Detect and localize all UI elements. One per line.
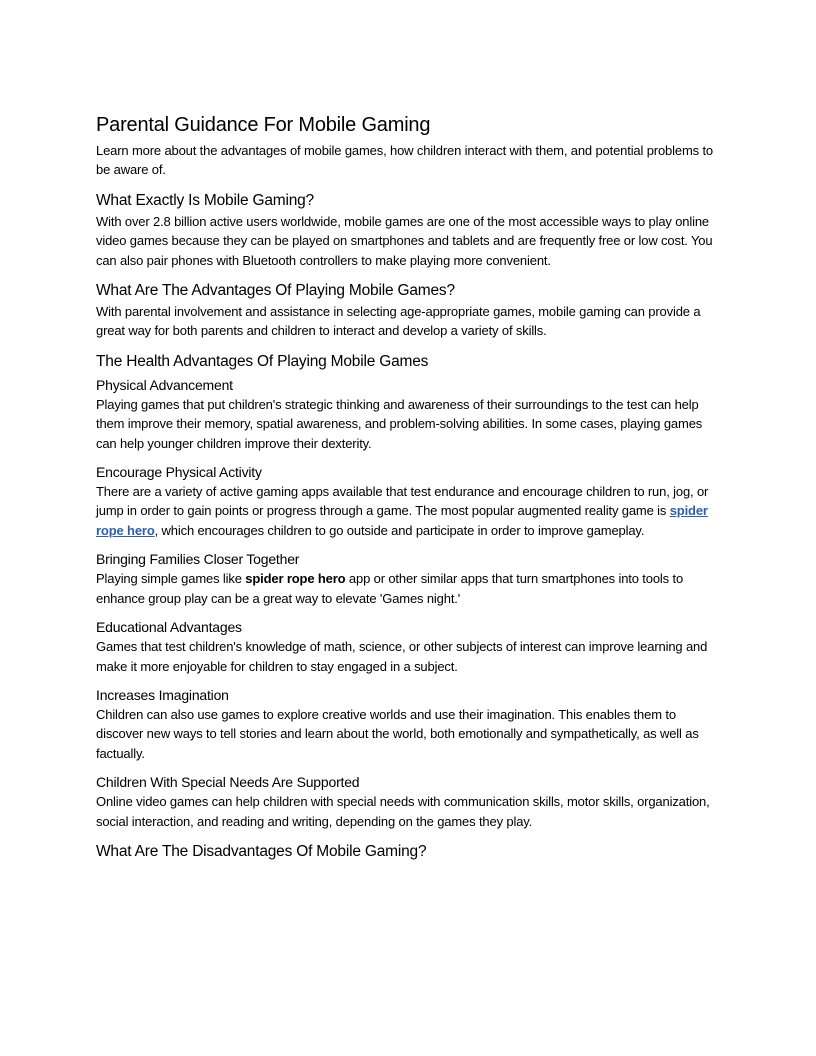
document-page (96, 112, 720, 863)
heading-educational-advantages: Educational Advantages (96, 619, 242, 636)
families-text-before: Playing simple games like (96, 571, 246, 587)
heading-families-closer: Bringing Families Closer Together (96, 551, 300, 568)
physical-activity-text-after: , which encourages children to go outside and participate in order to improve gameplay. (154, 522, 645, 538)
heading-health-advantages: The Health Advantages Of Playing Mobile Games (96, 352, 429, 370)
families-bold-app-name: spider rope hero (245, 571, 346, 587)
page-title: Parental Guidance For Mobile Gaming (96, 114, 431, 136)
physical-activity-text-before: There are a variety of active gaming apps available that test endurance and encourage children to run, jog, or jump in order to gain points or progress through a game. The most popular augmented reality game is (96, 484, 709, 519)
paragraph-educational-advantages: Games that test children's knowledge of math, science, or other subjects of interest can improve learning and make it more enjoyable for children to stay engaged in a subject. (96, 639, 708, 674)
heading-advantages: What Are The Advantages Of Playing Mobile Games? (96, 282, 455, 300)
paragraph-physical-activity (96, 482, 720, 540)
paragraph-advantages: With parental involvement and assistance in selecting age-appropriate games, mobile gaming can provide a great way for both parents and children to interact and develop a variety of skills. (96, 304, 701, 339)
heading-what-is-mobile-gaming: What Exactly Is Mobile Gaming? (96, 191, 314, 209)
paragraph-what-is-mobile-gaming: With over 2.8 billion active users worldwide, mobile games are one of the most accessible ways to play online video games because they can be played on smartphones and tablets and are frequently free or low cost. You can also pair phones with Bluetooth controllers to make playing more convenient. (96, 213, 713, 268)
families-text-after: app or other similar apps that turn smartphones into tools to enhance group play can be a great way to elevate 'Games night.' (96, 571, 684, 606)
spider-rope-hero-link[interactable]: spider rope hero (96, 503, 708, 538)
heading-disadvantages: What Are The Disadvantages Of Mobile Gaming? (96, 842, 427, 860)
paragraph-increases-imagination: Children can also use games to explore creative worlds and use their imagination. This enables them to discover new ways to tell stories and learn about the world, both emotionally and sympathetically, as well as factually. (96, 706, 699, 761)
heading-special-needs: Children With Special Needs Are Supported (96, 774, 360, 791)
heading-increases-imagination: Increases Imagination (96, 686, 229, 703)
intro-paragraph: Learn more about the advantages of mobile games, how children interact with them, and potential problems to be aware of. (96, 143, 713, 178)
heading-physical-advancement: Physical Advancement (96, 376, 233, 393)
heading-physical-activity: Encourage Physical Activity (96, 464, 262, 481)
paragraph-special-needs: Online video games can help children with special needs with communication skills, motor skills, organization, social interaction, and reading and writing, depending on the games they play. (96, 794, 710, 829)
paragraph-families-closer (96, 569, 720, 608)
paragraph-physical-advancement: Playing games that put children's strategic thinking and awareness of their surroundings to the test can help them improve their memory, spatial awareness, and problem-solving abilities. In some cases, playing games can help younger children improve their dexterity. (96, 396, 703, 451)
